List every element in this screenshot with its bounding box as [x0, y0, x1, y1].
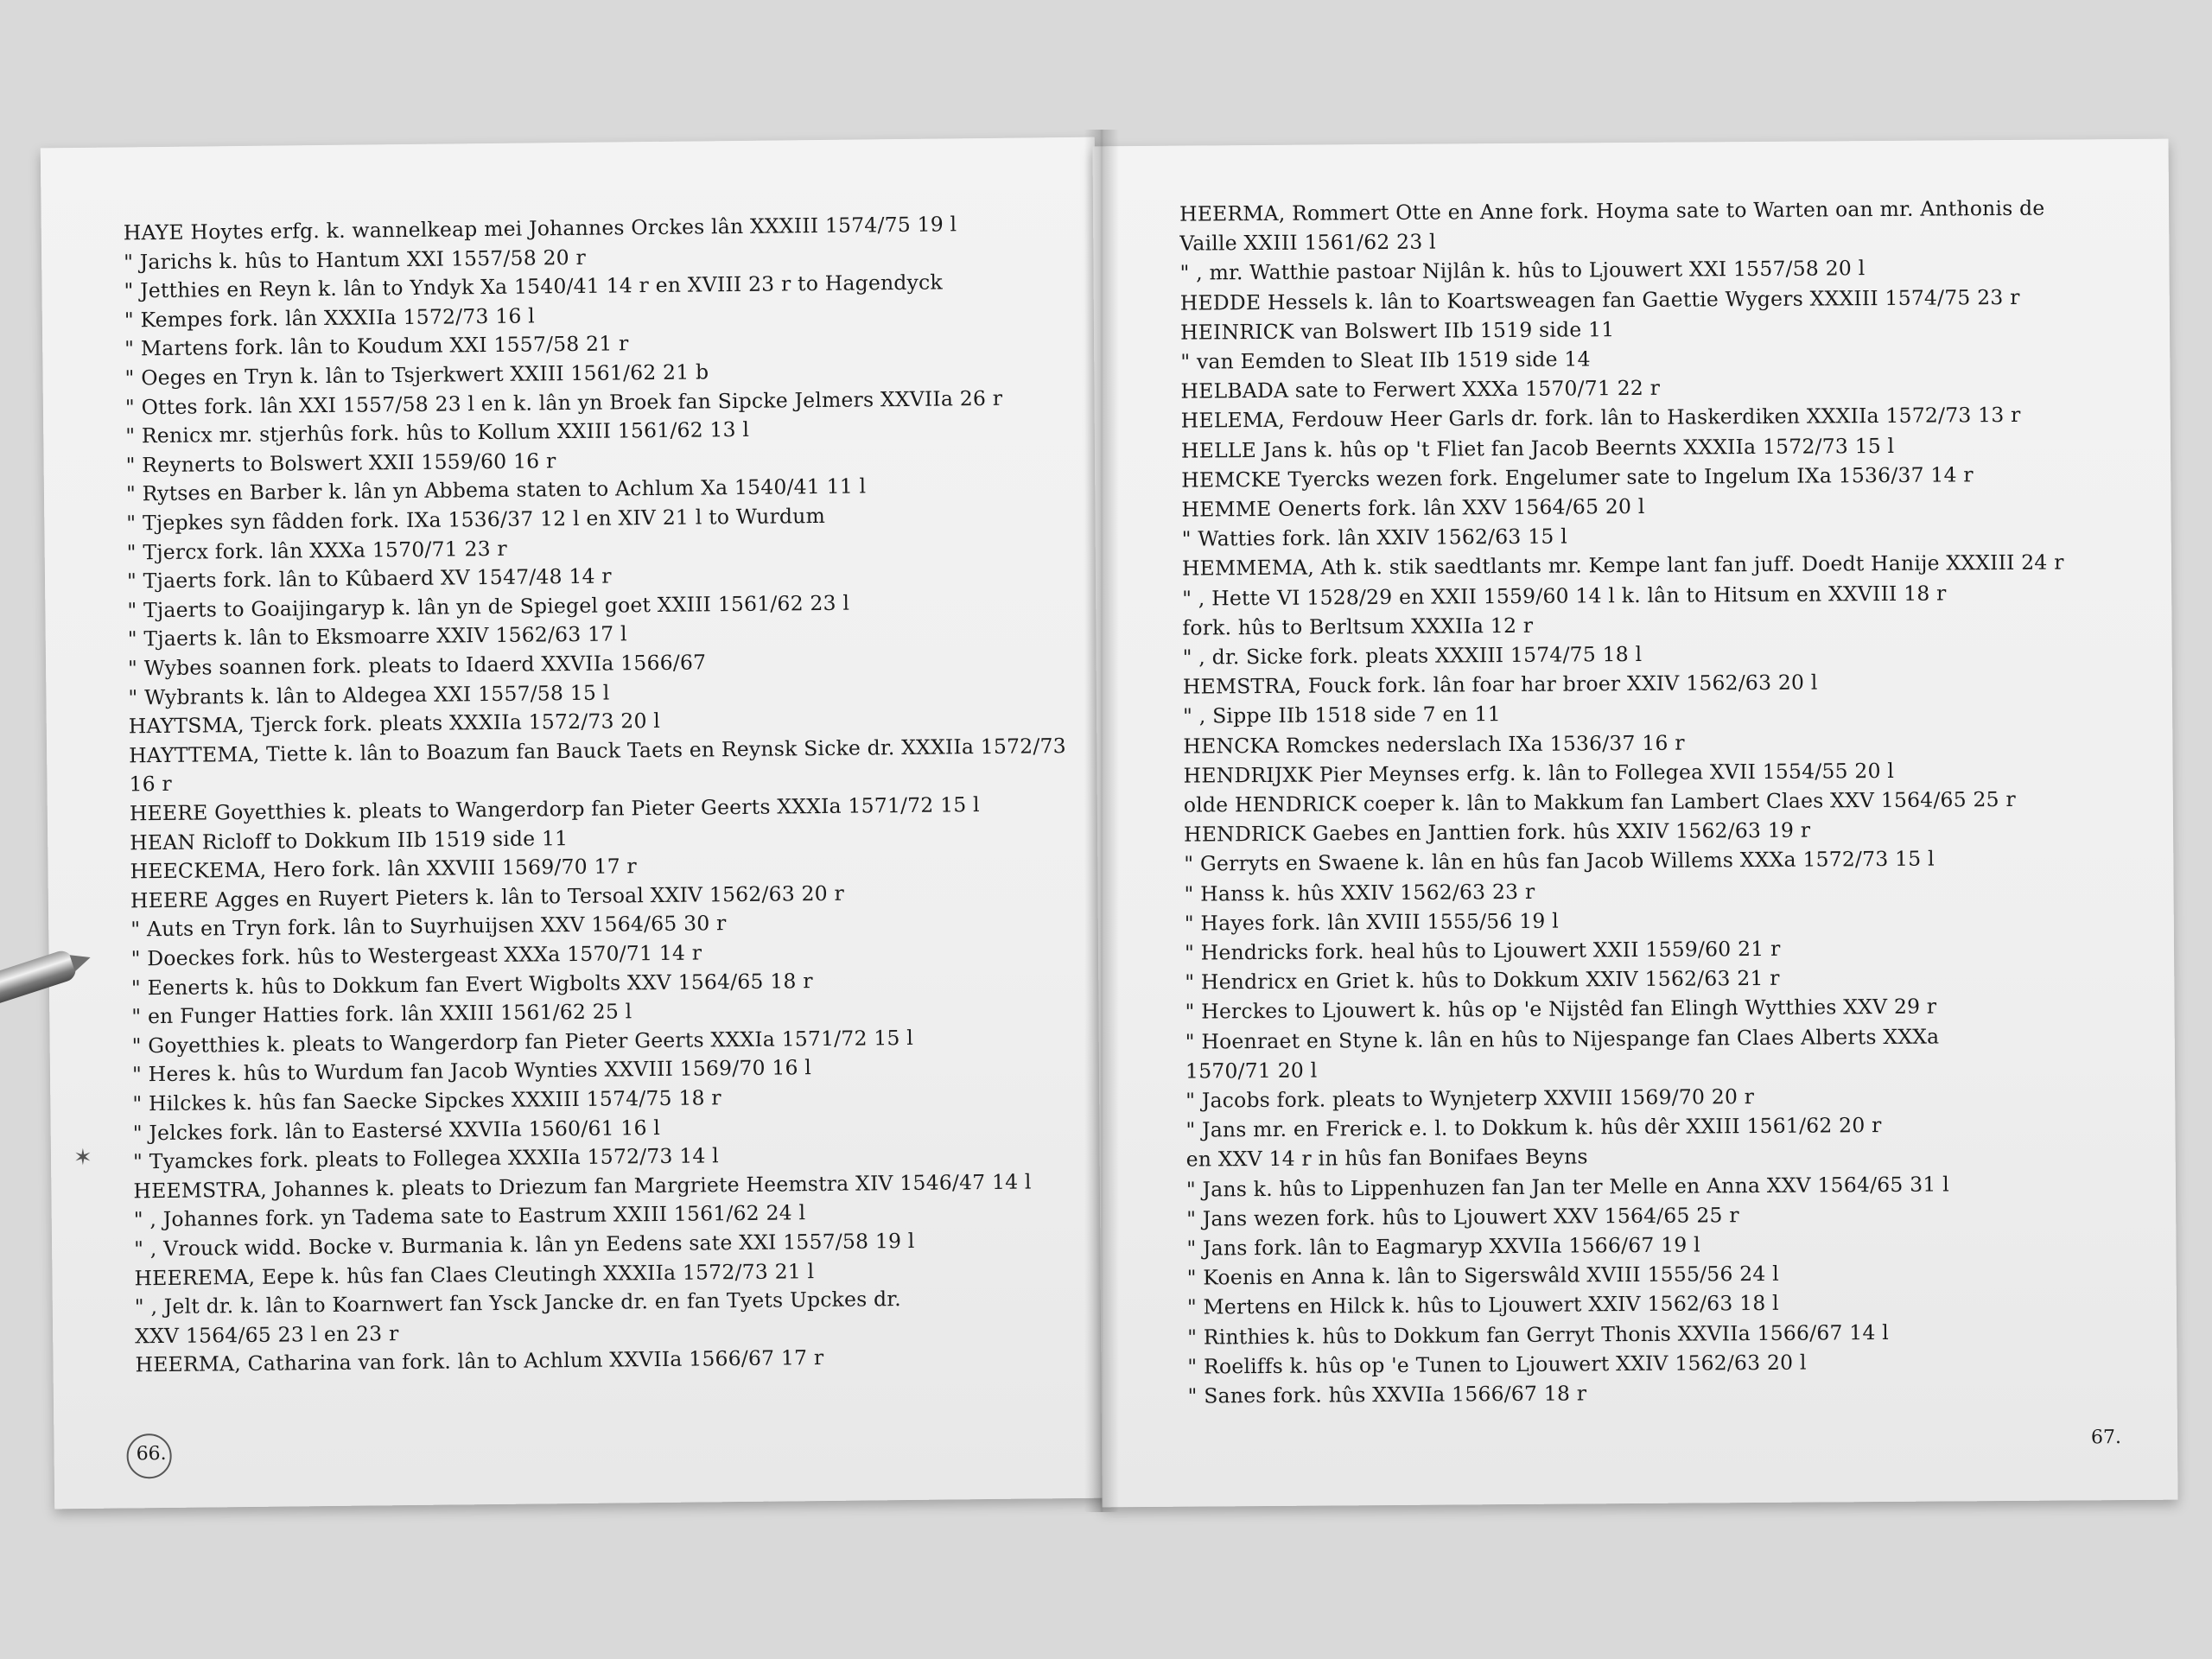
asterisk-margin-mark: ✶: [73, 1145, 92, 1171]
index-line: " , dr. Sicke fork. pleats XXXIII 1574/75 18 l: [1182, 641, 1643, 670]
index-line: " , mr. Watthie pastoar Nijlân k. hûs to Ljouwert XXI 1557/58 20 l: [1179, 256, 1866, 286]
index-line: HEERMA, Rommert Otte en Anne fork. Hoyma sate to Warten oan mr. Anthonis de: [1179, 195, 2045, 226]
index-line: " Rinthies k. hûs to Dokkum fan Gerryt Thonis XXVIIa 1566/67 14 l: [1187, 1319, 1890, 1350]
pen-tip: [70, 949, 93, 971]
index-line: HEEMSTRA, Johannes k. pleats to Driezum fan Margriete Heemstra XIV 1546/47 14 l: [133, 1169, 1032, 1204]
index-line: " Tjaerts k. lân to Eksmoarre XXIV 1562/63 17 l: [127, 621, 627, 652]
index-line: " Hayes fork. lân XVIII 1555/56 19 l: [1184, 908, 1559, 936]
index-line: " Roeliffs k. hûs op 'e Tunen to Ljouwert XXIV 1562/63 20 l: [1187, 1350, 1807, 1379]
index-line: HEDDE Hessels k. lân to Koartsweagen fan Gaettie Wygers XXXIII 1574/75 23 r: [1179, 284, 2020, 315]
index-line: HEERE Agges en Ruyert Pieters k. lân to Tersoal XXIV 1562/63 20 r: [130, 880, 845, 913]
right-page-number: 67.: [2090, 1427, 2122, 1449]
index-line: HELEMA, Ferdouw Heer Garls dr. fork. lân to Haskerdiken XXXIIa 1572/73 13 r: [1180, 403, 2021, 434]
index-line: " Tjaerts to Goaijingaryp k. lân yn de Spiegel goet XXIII 1561/62 23 l: [127, 590, 850, 623]
index-line: HEAN Ricloff to Dokkum IIb 1519 side 11: [130, 825, 569, 855]
index-line: " Ottes fork. lân XXI 1557/58 23 l en k. lân yn Broek fan Sipcke Jelmers XXVIIa 26 r: [124, 385, 1003, 420]
index-line: " Auts en Tryn fork. lân to Suyrhuijsen XXV 1564/65 30 r: [130, 911, 727, 942]
left-page-number: 66.: [136, 1442, 167, 1465]
index-line: HEECKEMA, Hero fork. lân XXVIII 1569/70 17 r: [130, 854, 638, 884]
index-line: " , Hette VI 1528/29 en XXII 1559/60 14 l k. lân to Hitsum en XXVIII 18 r: [1182, 581, 1947, 611]
index-line: " Tjaerts fork. lân to Kûbaerd XV 1547/48 14 r: [126, 563, 612, 594]
index-line: " Hanss k. hûs XXIV 1562/63 23 r: [1184, 879, 1535, 906]
index-line: " Jans k. hûs to Lippenhuzen fan Jan ter Melle en Anna XXV 1564/65 31 l: [1185, 1172, 1949, 1202]
index-line: HAYTTEMA, Tiette k. lân to Boazum fan Bauck Taets en Reynsk Sicke dr. XXXIIa 1572/73: [129, 733, 1066, 768]
index-line: " Tjepkes syn fâdden fork. IXa 1536/37 12 l en XIV 21 l to Wurdum: [126, 503, 826, 536]
index-line: HAYE Hoytes erfg. k. wannelkeap mei Johannes Orckes lân XXXIII 1574/75 19 l: [123, 212, 957, 245]
index-line: HEMME Oenerts fork. lân XXV 1564/65 20 l: [1181, 493, 1645, 522]
index-line: 1570/71 20 l: [1185, 1058, 1318, 1084]
index-line: " Mertens en Hilck k. hûs to Ljouwert XXIV 1562/63 18 l: [1186, 1291, 1779, 1320]
index-line: HENCKA Romckes nederslach IXa 1536/37 16 r: [1183, 730, 1685, 759]
index-line: HENDRICK Gaebes en Janttien fork. hûs XXIV 1562/63 19 r: [1183, 817, 1811, 847]
index-line: en XXV 14 r in hûs fan Bonifaes Beyns: [1185, 1144, 1588, 1173]
index-line: " Tjercx fork. lân XXXa 1570/71 23 r: [126, 536, 508, 565]
index-line: " Watties fork. lân XXIV 1562/63 15 l: [1181, 524, 1567, 551]
index-line: HEMCKE Tyercks wezen fork. Engelumer sate to Ingelum IXa 1536/37 14 r: [1181, 462, 1974, 493]
index-line: " Rytses en Barber k. lân yn Abbema staten to Achlum Xa 1540/41 11 l: [125, 474, 867, 506]
index-line: " Wybrants k. lân to Aldegea XXI 1557/58 15 l: [128, 680, 610, 709]
right-page: [1093, 139, 2178, 1508]
index-line: HEEREMA, Eepe k. hûs fan Claes Cleutingh XXXIIa 1572/73 21 l: [134, 1258, 815, 1290]
index-line: " en Funger Hatties fork. lân XXIII 1561/62 25 l: [131, 999, 632, 1029]
index-line: " Jetthies en Reyn k. lân to Yndyk Xa 1540/41 14 r en XVIII 23 r to Hagendyck: [124, 270, 944, 303]
index-line: XXV 1564/65 23 l en 23 r: [135, 1320, 399, 1349]
index-line: " Jans fork. lân to Eagmaryp XXVIIa 1566/67 19 l: [1186, 1232, 1700, 1261]
book-gutter: [1084, 130, 1119, 1512]
index-line: HEMMEMA, Ath k. stik saedtlants mr. Kempe lant fan juff. Doedt Hanije XXXIII 24 r: [1181, 550, 2064, 582]
index-line: " , Sippe IIb 1518 side 7 en 11: [1183, 702, 1501, 729]
index-line: " , Vrouck widd. Bocke v. Burmania k. lân yn Eedens sate XXI 1557/58 19 l: [133, 1228, 915, 1262]
index-line: " Hendricx en Griet k. hûs to Dokkum XXIV 1562/63 21 r: [1185, 966, 1780, 995]
index-line: 16 r: [129, 772, 173, 797]
index-line: " Renicx mr. stjerhûs fork. hûs to Kollum XXIII 1561/62 13 l: [125, 417, 750, 448]
index-line: " Sanes fork. hûs XXVIIa 1566/67 18 r: [1187, 1381, 1587, 1408]
index-line: " Koenis en Anna k. lân to Sigerswâld XVIII 1555/56 24 l: [1186, 1262, 1780, 1290]
index-line: " Tyamckes fork. pleats to Follegea XXXIIa 1572/73 14 l: [132, 1143, 720, 1174]
index-line: " Martens fork. lân to Koudum XXI 1557/58 21 r: [124, 331, 629, 361]
index-line: " Hendricks fork. heal hûs to Ljouwert XXII 1559/60 21 r: [1184, 936, 1781, 965]
index-line: HELLE Jans k. hûs op 't Fliet fan Jacob Beernts XXXIIa 1572/73 15 l: [1180, 433, 1895, 463]
index-line: " Jans mr. en Frerick e. l. to Dokkum k. hûs dêr XXIII 1561/62 20 r: [1185, 1113, 1882, 1142]
index-line: HEMSTRA, Fouck fork. lân foar har broer XXIV 1562/63 20 l: [1182, 670, 1818, 699]
index-line: " , Jelt dr. k. lân to Koarnwert fan Ysck Jancke dr. en fan Tyets Upckes dr.: [134, 1287, 901, 1319]
right-page-text: [1179, 195, 2143, 1408]
index-line: " Heres k. hûs to Wurdum fan Jacob Wynties XXVIII 1569/70 16 l: [131, 1055, 812, 1087]
index-line: " Jelckes fork. lân to Eastersé XXVIIa 1560/61 16 l: [132, 1115, 661, 1145]
index-line: " Hilckes k. hûs fan Saecke Sipckes XXXIII 1574/75 18 r: [132, 1085, 721, 1116]
index-line: HENDRIJXK Pier Meynses erfg. k. lân to Follegea XVII 1554/55 20 l: [1183, 758, 1895, 788]
index-line: " Jarichs k. hûs to Hantum XXI 1557/58 20 r: [124, 245, 587, 275]
index-line: " Hoenraet en Styne k. lân en hûs to Nijespange fan Claes Alberts XXXa: [1185, 1024, 1940, 1054]
index-line: HEERMA, Catharina van fork. lân to Achlum XXVIIa 1566/67 17 r: [135, 1345, 824, 1377]
index-line: " Gerryts en Swaene k. lân en hûs fan Jacob Willems XXXa 1572/73 15 l: [1184, 846, 1935, 877]
index-line: olde HENDRICK coeper k. lân to Makkum fan Lambert Claes XXV 1564/65 25 r: [1183, 786, 2016, 817]
index-line: Vaille XXIII 1561/62 23 l: [1179, 229, 1436, 256]
index-line: " Oeges en Tryn k. lân to Tsjerkwert XXIII 1561/62 21 b: [124, 359, 709, 391]
index-line: HEERE Goyetthies k. pleats to Wangerdorp fan Pieter Geerts XXXIa 1571/72 15 l: [129, 792, 980, 826]
index-line: " Doeckes fork. hûs to Westergeast XXXa 1570/71 14 r: [130, 940, 702, 971]
index-line: " Goyetthies k. pleats to Wangerdorp fan Pieter Geerts XXXIa 1571/72 15 l: [131, 1025, 914, 1058]
index-line: " Herckes to Ljouwert k. hûs op 'e Nijstêd fan Elingh Wytthies XXV 29 r: [1185, 994, 1937, 1025]
index-line: " Jacobs fork. pleats to Wynjeterp XXVIII 1569/70 20 r: [1185, 1084, 1755, 1113]
left-page: [41, 137, 1109, 1510]
index-line: HEINRICK van Bolswert IIb 1519 side 11: [1179, 316, 1615, 345]
index-line: fork. hûs to Berltsum XXXIIa 12 r: [1182, 613, 1534, 640]
index-line: " Reynerts to Bolswert XXII 1559/60 16 r: [125, 448, 556, 478]
index-line: " Kempes fork. lân XXXIIa 1572/73 16 l: [124, 303, 536, 333]
index-line: " Wybes soannen fork. pleats to Idaerd XXVIIa 1566/67: [127, 650, 707, 681]
index-line: " Jans wezen fork. hûs to Ljouwert XXV 1564/65 25 r: [1186, 1202, 1739, 1231]
index-line: HAYTSMA, Tjerck fork. pleats XXXIIa 1572/73 20 l: [128, 709, 661, 739]
index-line: " Eenerts k. hûs to Dokkum fan Evert Wigbolts XXV 1564/65 18 r: [130, 968, 813, 1000]
index-line: " van Eemden to Sleat IIb 1519 side 14: [1180, 346, 1591, 374]
index-line: HELBADA sate to Ferwert XXXa 1570/71 22 r: [1180, 375, 1661, 404]
index-line: " , Johannes fork. yn Tadema sate to Eastrum XXIII 1561/62 24 l: [133, 1200, 806, 1232]
left-page-text: [123, 211, 1070, 1377]
